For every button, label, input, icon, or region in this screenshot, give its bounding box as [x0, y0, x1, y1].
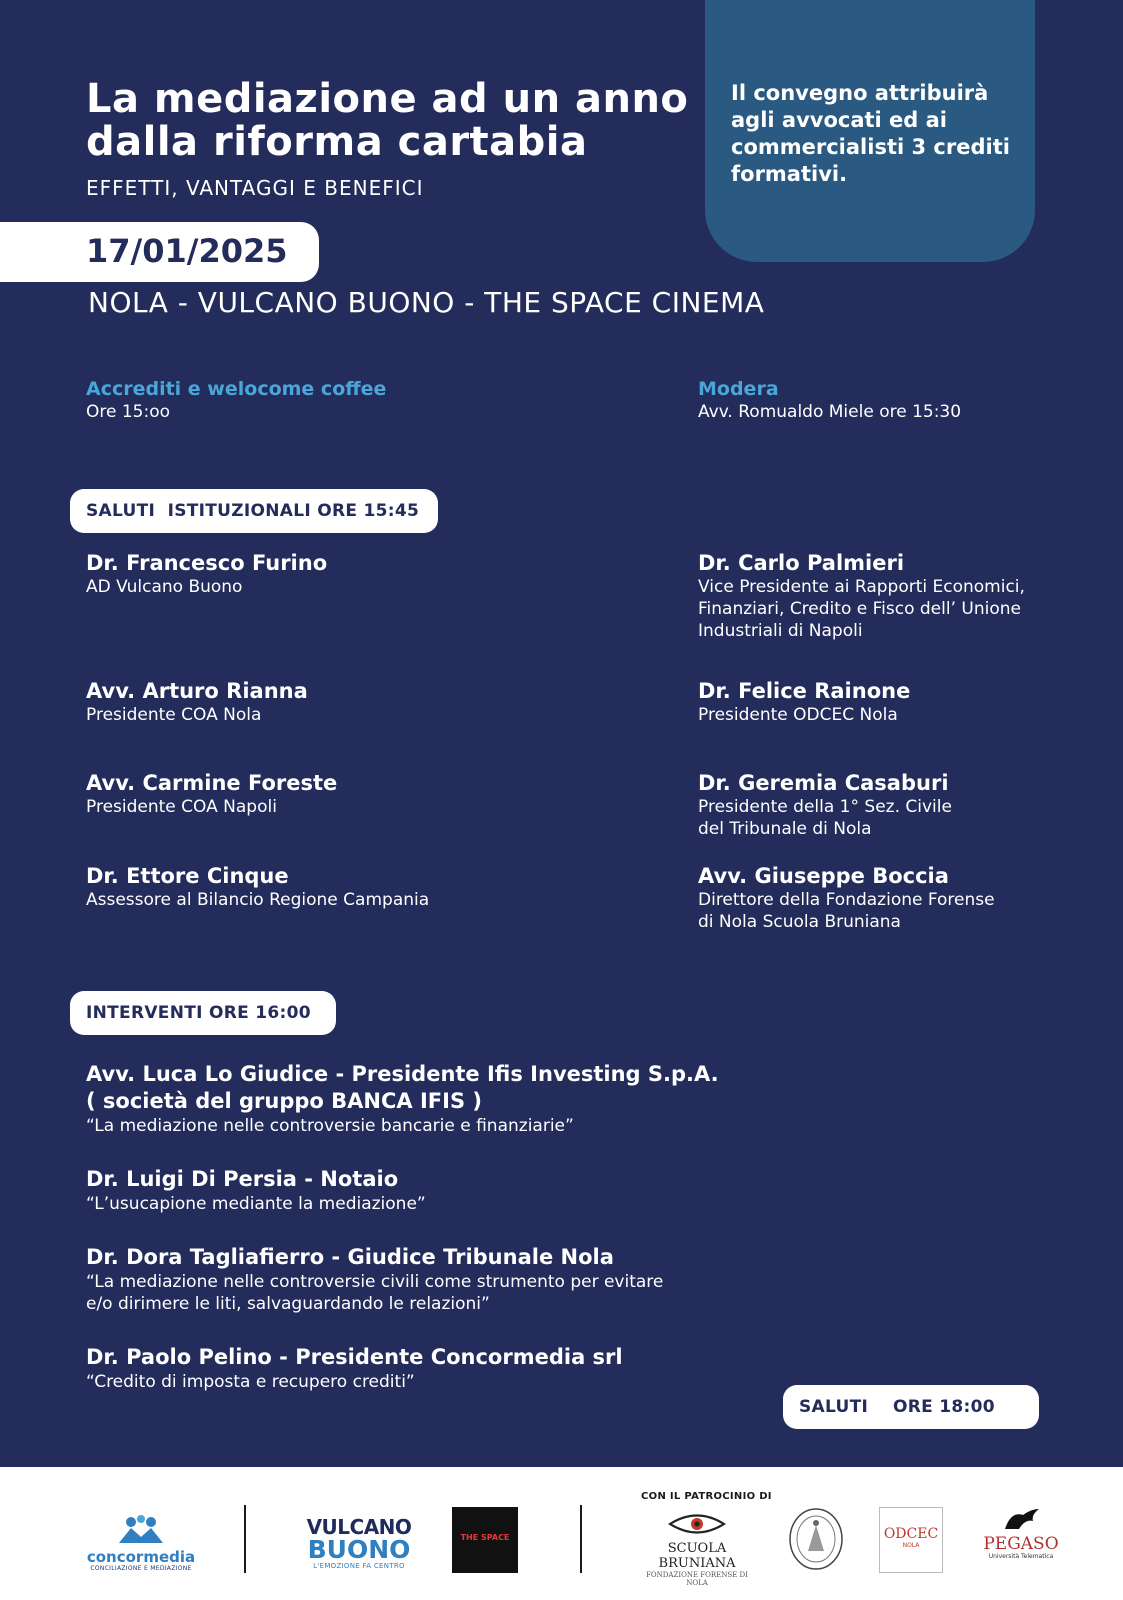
the-space-logo [452, 1507, 518, 1573]
speaker-name: Dr. Ettore Cinque [86, 864, 289, 888]
talk-speaker-line2: ( società del gruppo BANCA IFIS ) [86, 1089, 482, 1113]
pegaso-name: PEGASO [983, 1534, 1059, 1554]
date-pill [0, 222, 319, 282]
speaker-role-line: Direttore della Fondazione Forense [698, 890, 995, 910]
scuola-name: SCUOLA BRUNIANA [658, 1541, 736, 1571]
modera-text: Avv. Romualdo Miele ore 15:30 [698, 402, 962, 422]
saluti-heading: SALUTI ISTITUZIONALI ORE 15:45 [70, 489, 438, 533]
speaker-role: Assessore al Bilancio Regione Campania [86, 890, 430, 910]
talk-2 [86, 1166, 426, 1215]
footer-divider [244, 1505, 246, 1573]
pegaso-logo [980, 1507, 1062, 1560]
event-subtitle: EFFETTI, VANTAGGI E BENEFICI [86, 176, 424, 200]
speaker-left-4 [86, 863, 429, 911]
odcec-name: ODCEC [883, 1526, 939, 1542]
pegasus-icon [1001, 1507, 1041, 1531]
speaker-name: Avv. Giuseppe Boccia [698, 864, 949, 888]
talk-title: “La mediazione nelle controversie civili come strumento per evitare [86, 1272, 664, 1292]
speaker-name: Dr. Carlo Palmieri [698, 551, 905, 575]
speaker-role-line: Vice Presidente ai Rapporti Economici, [698, 577, 1025, 597]
eye-icon [668, 1511, 726, 1537]
concormedia-name: concormedia [86, 1548, 196, 1566]
speaker-left-1 [86, 550, 327, 598]
scuola-bruniana-logo [638, 1511, 756, 1587]
talk-speaker: Dr. Luigi Di Persia - Notaio [86, 1167, 399, 1191]
speaker-right-3 [698, 770, 952, 840]
event-venue: NOLA - VULCANO BUONO - THE SPACE CINEMA [88, 286, 765, 319]
speaker-role: AD Vulcano Buono [86, 577, 243, 597]
talk-title: “La mediazione nelle controversie bancarie e finanziarie” [86, 1116, 574, 1136]
speaker-role-line: Presidente della 1° Sez. Civile [698, 797, 952, 817]
concormedia-logo [86, 1515, 196, 1572]
closing-pill: SALUTI ORE 18:00 [783, 1385, 1039, 1429]
seal-icon [788, 1507, 844, 1571]
speaker-right-2 [698, 678, 910, 726]
speaker-role: Presidente COA Nola [86, 705, 262, 725]
talk-title: “Credito di imposta e recupero crediti” [86, 1372, 415, 1392]
odcec-city: NOLA [902, 1542, 920, 1549]
speaker-left-3 [86, 770, 337, 818]
vulcano-word: VULCANO [306, 1515, 412, 1539]
accrediti-block [86, 378, 386, 423]
speaker-name: Avv. Arturo Rianna [86, 679, 308, 703]
speaker-role-line: Presidente ODCEC Nola [698, 705, 898, 725]
accrediti-time: Ore 15:oo [86, 402, 171, 422]
talk-1 [86, 1061, 719, 1137]
the-space-text: THE SPACE [460, 1533, 510, 1542]
talk-title-line2: e/o dirimere le liti, salvaguardando le relazioni” [86, 1294, 490, 1314]
pegaso-tagline: Università Telematica [988, 1553, 1054, 1560]
sponsor-footer [0, 1467, 1123, 1600]
talk-title: “L’usucapione mediante la mediazione” [86, 1194, 426, 1214]
vulcano-tagline: L'EMOZIONE FA CENTRO [313, 1562, 405, 1570]
event-title [86, 78, 688, 164]
scuola-tagline: FONDAZIONE FORENSE DI NOLA [646, 1571, 748, 1587]
odcec-logo [879, 1507, 943, 1573]
speaker-name: Avv. Carmine Foreste [86, 771, 338, 795]
speaker-right-1 [698, 550, 1025, 642]
credits-callout [705, 0, 1035, 262]
modera-block [698, 378, 961, 423]
concormedia-tagline: CONCILIAZIONE E MEDIAZIONE [90, 1565, 192, 1572]
modera-label: Modera [698, 378, 779, 400]
title-line-2: dalla riforma cartabia [86, 119, 588, 165]
speaker-role-line: del Tribunale di Nola [698, 819, 872, 839]
talk-speaker: Dr. Dora Tagliafierro - Giudice Tribunale Nola [86, 1245, 614, 1269]
speaker-role-line: Finanziari, Credito e Fisco dell’ Unione [698, 599, 1021, 619]
vulcano-buono-logo [304, 1517, 414, 1570]
buono-word: BUONO [307, 1535, 411, 1564]
speaker-role-line: di Nola Scuola Bruniana [698, 912, 901, 932]
event-date: 17/01/2025 [86, 232, 288, 270]
credits-callout-text: Il convegno attribuirà agli avvocati ed ai commercialisti 3 crediti formativi. [731, 81, 1010, 186]
people-icon [115, 1515, 167, 1545]
speaker-role-line: Industriali di Napoli [698, 621, 863, 641]
speaker-name: Dr. Geremia Casaburi [698, 771, 949, 795]
talk-speaker: Dr. Paolo Pelino - Presidente Concormedia srl [86, 1345, 623, 1369]
footer-divider [580, 1505, 582, 1573]
speaker-left-2 [86, 678, 308, 726]
interventi-heading: INTERVENTI ORE 16:00 [70, 991, 336, 1035]
patrocinio-label: CON IL PATROCINIO DI [641, 1491, 772, 1502]
title-line-1: La mediazione ad un anno [86, 76, 689, 122]
accrediti-label: Accrediti e welocome coffee [86, 378, 387, 400]
speaker-right-4 [698, 863, 995, 933]
talk-4 [86, 1344, 623, 1393]
speaker-name: Dr. Francesco Furino [86, 551, 328, 575]
speaker-role: Presidente COA Napoli [86, 797, 277, 817]
ordine-avvocati-seal [788, 1507, 844, 1575]
talk-speaker: Avv. Luca Lo Giudice - Presidente Ifis Investing S.p.A. [86, 1062, 719, 1086]
talk-3 [86, 1244, 663, 1315]
speaker-name: Dr. Felice Rainone [698, 679, 911, 703]
